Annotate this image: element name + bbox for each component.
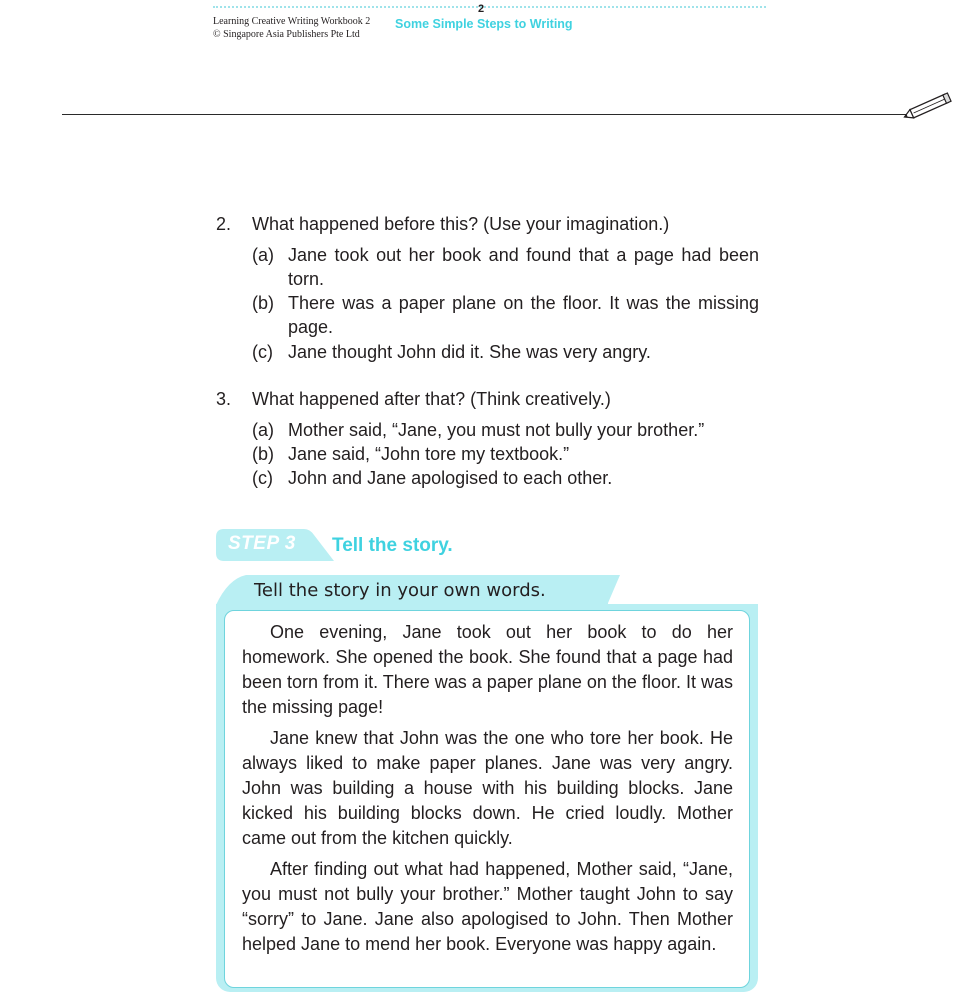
question-text: What happened after that? (Think creatively.) xyxy=(252,389,611,409)
publisher: © Singapore Asia Publishers Pte Ltd xyxy=(213,29,360,40)
item-label: (a) xyxy=(252,245,274,265)
item-text: Jane said, “John tore my textbook.” xyxy=(288,444,570,464)
story-paragraph-2: Jane knew that John was the one who tore her book. He always liked to make paper planes. Jane was very angry. John was building a house with his building blocks. Jane kicked his building blocks down. He cried loudly. Mother came out from the kitchen quickly. xyxy=(242,728,733,848)
question-number: 2. xyxy=(216,214,232,234)
item-label: (b) xyxy=(252,293,274,313)
header-dotted-border xyxy=(213,6,766,12)
item-text: There was a paper plane on the floor. It was the missing page. xyxy=(288,293,759,337)
item-label: (a) xyxy=(252,420,274,440)
book-title: Learning Creative Writing Workbook 2 xyxy=(213,16,371,27)
item-text: John and Jane apologised to each other. xyxy=(288,468,613,488)
book-info xyxy=(213,15,370,41)
item-label: (b) xyxy=(252,444,274,464)
story-paragraph-3: After finding out what had happened, Mother said, “Jane, you must not bully your brother.” Mother taught John to say “sorry” to Jane. Jane also apologised to John. Then Mother helped Jane to mend her book. Everyone was happy again. xyxy=(242,859,733,954)
instruction-text: Tell the story in your own words. xyxy=(254,580,546,601)
question-number: 3. xyxy=(216,389,232,409)
story-paragraph-1: One evening, Jane took out her book to do her homework. She opened the book. She found that a page had been torn from it. There was a paper plane on the floor. It was the missing page! xyxy=(242,622,733,717)
page-number: 2 xyxy=(478,3,485,15)
item-text: Mother said, “Jane, you must not bully your brother.” xyxy=(288,420,705,440)
section-title: Some Simple Steps to Writing xyxy=(395,17,573,31)
writing-line xyxy=(62,114,922,115)
item-text: Jane took out her book and found that a page had been torn. xyxy=(288,245,759,289)
item-text: Jane thought John did it. She was very angry. xyxy=(288,342,651,362)
question-text: What happened before this? (Use your imagination.) xyxy=(252,214,670,234)
step-label: STEP 3 xyxy=(228,533,296,554)
item-label: (c) xyxy=(252,342,273,362)
item-label: (c) xyxy=(252,468,273,488)
step-title: Tell the story. xyxy=(332,535,453,556)
pencil-icon xyxy=(900,92,956,120)
